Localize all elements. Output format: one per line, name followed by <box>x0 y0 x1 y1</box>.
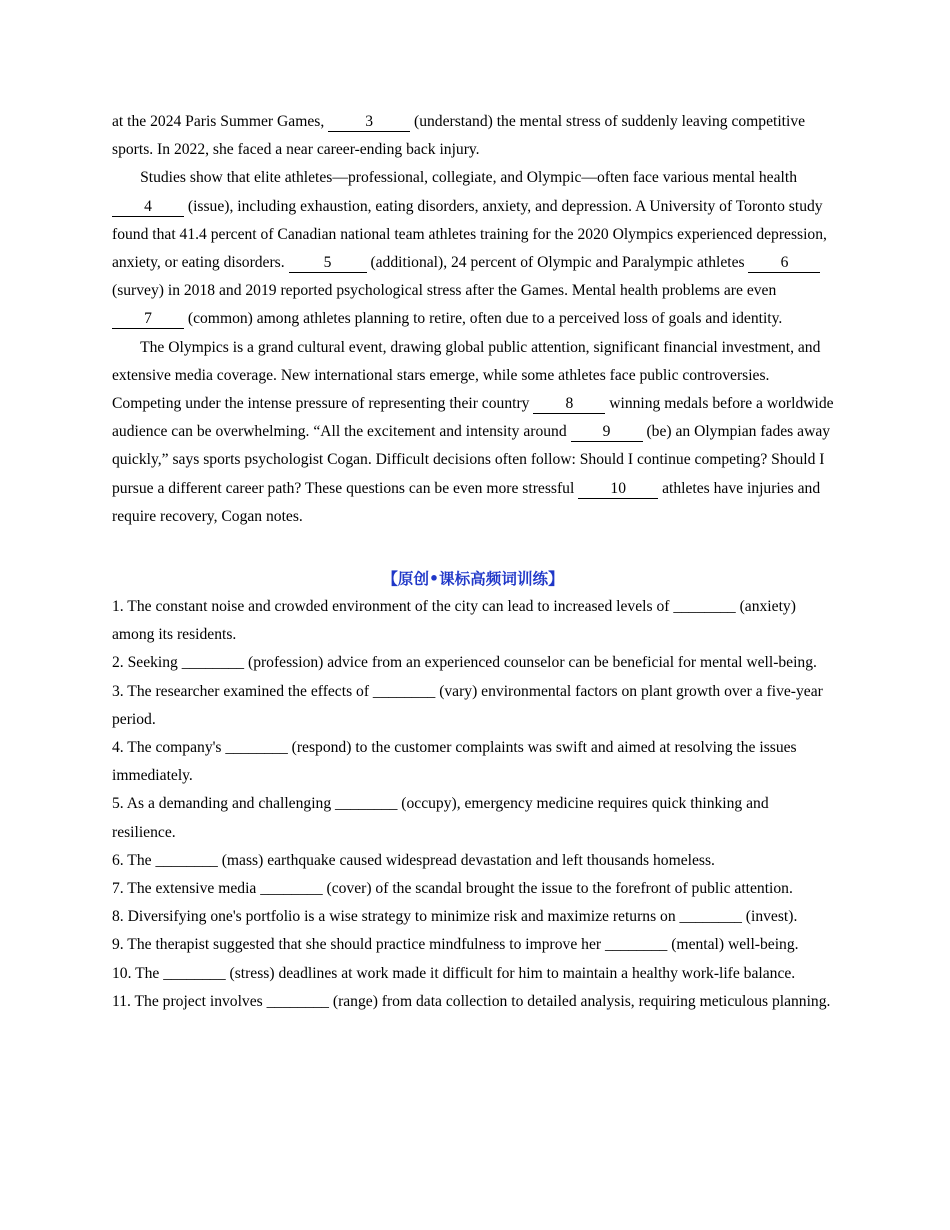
exercise-item: 10. The ________ (stress) deadlines at work made it difficult for him to maintain a healthy work-life balance. <box>112 964 796 982</box>
blank-6: 6 <box>748 254 820 273</box>
blank-9: 9 <box>571 423 643 442</box>
p1-text-before-blank-3: at the 2024 Paris Summer Games, <box>112 113 329 130</box>
exercise-item: 11. The project involves ________ (range) from data collection to detailed analysis, requiring meticulous planning. <box>112 992 831 1010</box>
exercise-item: 2. Seeking ________ (profession) advice from an experienced counselor can be beneficial for mental well-being. <box>112 654 817 672</box>
p2-text-3: (additional), 24 percent of Olympic and Paralympic athletes <box>366 254 749 272</box>
document-page <box>112 108 834 1016</box>
p3-text-4: athletes have injuries and require recovery, Cogan notes. <box>112 479 821 525</box>
p3-text-3: (be) an Olympian fades away quickly,” says sports psychologist Cogan. Difficult decisions often follow: Should I continue competing? Should I pursue a different career path? These questions can be even more stressful <box>112 423 831 497</box>
exercise-item: 3. The researcher examined the effects of ________ (vary) environmental factors on plant growth over a five-year period. <box>112 682 823 728</box>
exercise-item: 6. The ________ (mass) earthquake caused widespread devastation and left thousands homeless. <box>112 851 715 869</box>
exercise-item: 9. The therapist suggested that she should practice mindfulness to improve her ________ (mental) well-being. <box>112 936 799 954</box>
passage-paragraph-2 <box>112 164 834 333</box>
exercise-list <box>112 593 834 1016</box>
p2-text-2: (issue), including exhaustion, eating disorders, anxiety, and depression. A University of Toronto study found that 41.4 percent of Canadian national team athletes training for the 2020 Olympics experienced depression, anxiety, or eating disorders. <box>112 197 827 272</box>
p2-text-1: Studies show that elite athletes—professional, collegiate, and Olympic—often face various mental health <box>140 169 797 187</box>
passage-paragraph-3 <box>112 334 834 531</box>
p3-text-1: The Olympics is a grand cultural event, drawing global public attention, significant financial investment, and extensive media coverage. New international stars emerge, while some athletes face public controversies. Competing under the intense pressure of representing their country <box>112 338 821 413</box>
exercise-item: 1. The constant noise and crowded environment of the city can lead to increased levels of ________ (anxiety) among its residents. <box>112 598 796 644</box>
p2-text-5: (common) among athletes planning to retire, often due to a perceived loss of goals and identity. <box>184 310 783 328</box>
p2-text-4: (survey) in 2018 and 2019 reported psychological stress after the Games. Mental health problems are even <box>112 282 777 300</box>
blank-7: 7 <box>112 310 184 329</box>
blank-4: 4 <box>112 198 184 217</box>
section-title: 【原创•课标高频词训练】 <box>382 570 564 589</box>
p1-text-after-blank-3: (understand) the mental stress of suddenly leaving competitive sports. In 2022, she faced a near career-ending back injury. <box>112 113 806 159</box>
passage-paragraph-1 <box>112 108 834 164</box>
exercise-item: 5. As a demanding and challenging ________ (occupy), emergency medicine requires quick thinking and resilience. <box>112 795 769 841</box>
exercise-item: 7. The extensive media ________ (cover) of the scandal brought the issue to the forefront of public attention. <box>112 880 793 898</box>
blank-8: 8 <box>533 395 605 414</box>
blank-5: 5 <box>289 254 367 273</box>
exercise-item: 8. Diversifying one's portfolio is a wise strategy to minimize risk and maximize returns on ________ (invest). <box>112 908 798 926</box>
p3-text-2: winning medals before a worldwide audience can be overwhelming. “All the excitement and intensity around <box>112 395 834 441</box>
blank-3: 3 <box>328 113 410 132</box>
exercise-item: 4. The company's ________ (respond) to the customer complaints was swift and aimed at resolving the issues immediately. <box>112 739 797 785</box>
blank-10: 10 <box>578 480 658 499</box>
